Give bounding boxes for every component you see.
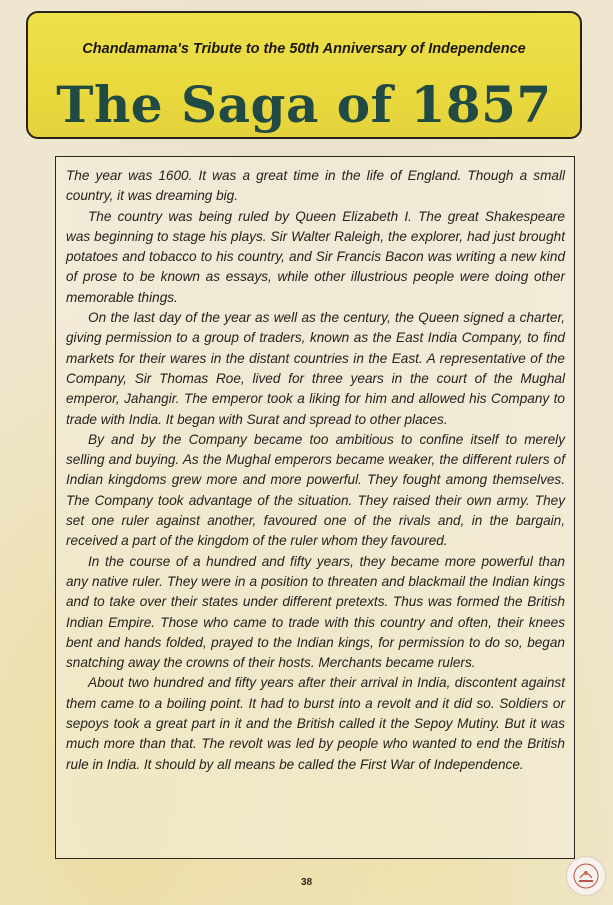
paragraph-3: On the last day of the year as well as the century, the Queen signed a charter, giving permission to a group of traders, known as the East India Company, to find markets for their wares in the distant countries in the East. A representative of the Company, Sir Thomas Roe, lived for three years in the court of the Mughal emperor, Jahangir. The emperor took a liking for him and allowed his Company to trade with India. It began with Surat and spread to other places. xyxy=(66,310,565,427)
header-banner xyxy=(26,11,582,139)
article-box xyxy=(55,156,575,859)
magazine-name: Chandamama's xyxy=(82,41,189,57)
paragraph-5: In the course of a hundred and fifty years, they became more powerful than any native ruler. They were in a position to threaten and blackmail the Indian kings and to take over their states under different pretexts. Thus was formed the British Indian Empire. Those who came to trade with this country and often, their knees bent and hands folded, prayed to the Indian kings, for permission to do so, began snatching away the crowns of their hosts. Merchants became rulers. xyxy=(66,553,565,671)
paragraph-6: About two hundred and fifty years after their arrival in India, discontent against them came to a boiling point. It had to burst into a revolt and it did so. Soldiers or sepoys took a great part in it and the British called it the Sepoy Mutiny. But it was much more than that. The revolt was led by people who wanted to end the British rule in India. It should by all means be called the First War of Independence. xyxy=(66,675,565,772)
page-title: The Saga of 1857 xyxy=(56,75,552,134)
page-number: 38 xyxy=(300,877,313,888)
tribute-text: Tribute to the 50th Anniversary of Independence xyxy=(188,41,526,57)
publisher-logo xyxy=(566,856,606,896)
paragraph-2: The country was being ruled by Queen Elizabeth I. The great Shakespeare was beginning to stage his plays. Sir Walter Raleigh, the explorer, had just brought potatoes and tobacco to his country, and Sir Francis Bacon was writing a new kind of prose to be known as essays, while other illustrious people were doing other memorable things. xyxy=(66,208,565,305)
paragraph-4: By and by the Company became too ambitious to confine itself to merely selling and buying. As the Mughal emperors became weaker, the different rulers of Indian kingdoms grew more and more powerful. They fought among themselves. The Company took advantage of the situation. They raised their own army. They set one ruler against another, favoured one of the rivals and, in the bargain, received a part of the kingdom of the ruler whom they favoured. xyxy=(66,431,565,549)
paragraph-1: The year was 1600. It was a great time in the life of England. Though a small country, it was dreaming big. xyxy=(66,168,565,204)
logo-emblem-icon xyxy=(571,861,601,891)
header-subtitle xyxy=(28,41,580,57)
